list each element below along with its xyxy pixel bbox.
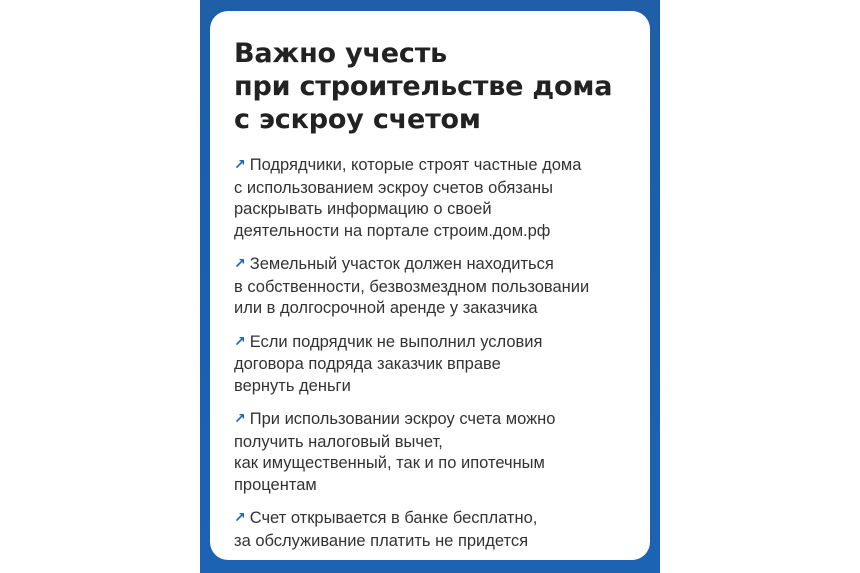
title-line: Важно учесть — [234, 38, 448, 69]
item-text: Если подрядчик не выполнил условия — [249, 332, 543, 351]
item-line — [234, 332, 634, 355]
list-item — [234, 409, 634, 496]
list-item — [234, 155, 634, 242]
list-item — [234, 254, 634, 320]
title-line: с эскроу счетом — [234, 104, 481, 135]
item-line: в собственности, безвозмездном пользовании — [234, 277, 590, 296]
item-text: Земельный участок должен находиться — [249, 255, 554, 273]
item-line — [234, 254, 634, 277]
item-text: При использовании эскроу счета можно — [249, 410, 556, 428]
item-line: процентам — [234, 475, 317, 494]
item-line — [234, 508, 634, 531]
item-line: с использованием эскроу счетов обязаны — [234, 178, 554, 197]
item-line: или в долгосрочной аренде у заказчика — [234, 299, 538, 317]
item-text: Подрядчики, которые строят частные дома — [249, 156, 582, 174]
info-list — [234, 155, 634, 552]
item-line: деятельности на портале строим.дом.рф — [234, 221, 551, 240]
card-title — [234, 37, 634, 136]
info-card — [210, 11, 650, 560]
arrow-up-right-icon: ↗ — [234, 157, 246, 173]
item-line — [234, 155, 634, 178]
item-line: получить налоговый вычет, — [234, 432, 443, 451]
item-line — [234, 409, 634, 432]
item-line: договора подряда заказчик вправе — [234, 355, 501, 373]
item-text: Счет открывается в банке бесплатно, — [249, 509, 538, 527]
arrow-up-right-icon: ↗ — [234, 510, 246, 526]
background-panel — [200, 0, 660, 573]
item-line: раскрывать информацию о своей — [234, 200, 492, 218]
arrow-up-right-icon: ↗ — [234, 256, 246, 272]
title-line: при строительстве дома — [234, 71, 613, 102]
arrow-up-right-icon: ↗ — [234, 333, 246, 350]
item-line: как имущественный, так и по ипотечным — [234, 454, 545, 472]
item-line: за обслуживание платить не придется — [234, 531, 529, 550]
list-item — [234, 332, 634, 398]
arrow-up-right-icon: ↗ — [234, 411, 246, 427]
item-line: вернуть деньги — [234, 376, 351, 395]
list-item — [234, 508, 634, 552]
